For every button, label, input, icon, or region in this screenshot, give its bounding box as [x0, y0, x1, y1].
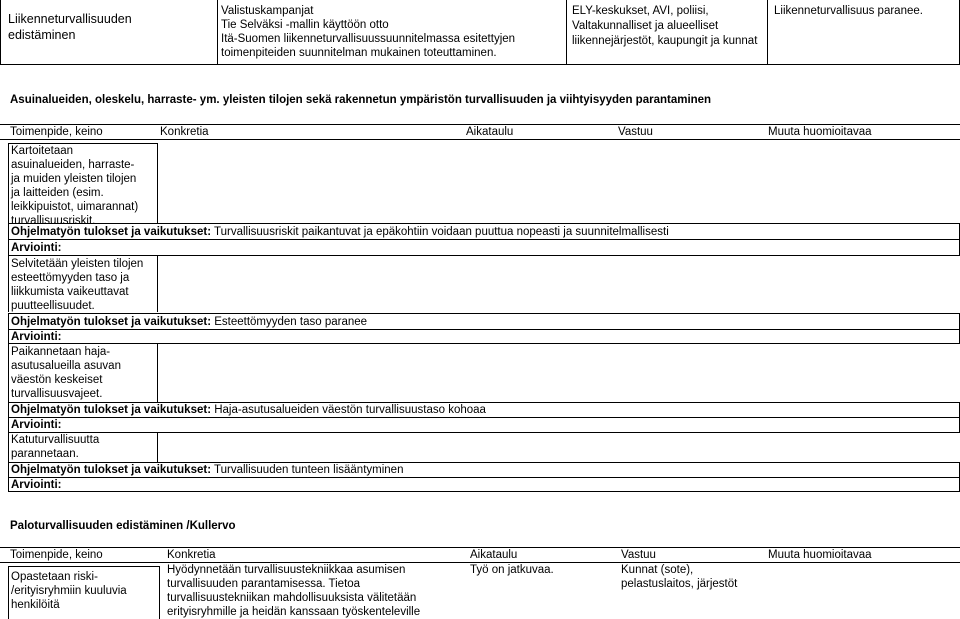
arviointi-label: Arviointi:: [11, 419, 62, 431]
header-vastuu: Vastuu: [621, 549, 656, 561]
top-cell-4-line: Liikenneturvallisuus paranee.: [774, 5, 923, 17]
arviointi-label: Arviointi:: [11, 331, 62, 343]
header-muuta: Muuta huomioitavaa: [768, 549, 872, 561]
header-vastuu: Vastuu: [618, 126, 653, 138]
item1-line: ja laitteiden (esim.: [11, 187, 104, 199]
section2-header-row: [0, 547, 960, 564]
top-cell-2-line: Itä-Suomen liikenneturvallisuussuunnitelmassa esitettyjen: [221, 33, 516, 45]
item1-line: turvallisuusriskit.: [11, 215, 96, 227]
s2-aikataulu: Työ on jatkuvaa.: [470, 564, 554, 576]
top-cell-2-line: Valistuskampanjat: [221, 5, 314, 17]
top-cell-1-line: Liikenneturvallisuuden: [8, 12, 132, 26]
s2-konkretia-line: erityisryhmille ja heidän kanssaan työskenteleville: [167, 606, 421, 618]
outcome-text-3: Haja-asutusalueiden väestön turvallisuustaso kohoaa: [214, 404, 486, 416]
top-cell-2-line: toimenpiteiden suunnitelman mukainen toteuttaminen.: [221, 47, 497, 59]
s2-toimenpide-line: henkilöitä: [11, 599, 60, 611]
s2-vastuu-line: pelastuslaitos, järjestöt: [621, 578, 738, 590]
item1-line: asuinalueiden, harraste-: [11, 159, 135, 171]
header-toimenpide: Toimenpide, keino: [10, 126, 103, 138]
outcome-text-4: Turvallisuuden tunteen lisääntyminen: [214, 464, 404, 476]
section2-title: Paloturvallisuuden edistäminen /Kullervo: [10, 520, 236, 532]
outcome-label: Ohjelmatyön tulokset ja vaikutukset:: [11, 316, 212, 328]
s2-vastuu-line: Kunnat (sote),: [621, 564, 694, 576]
item2-line: esteettömyyden taso ja: [11, 272, 130, 284]
item1-line: ja muiden yleisten tilojen: [11, 173, 137, 185]
section1-header-row: [0, 124, 960, 141]
item3-line: turvallisuusvajeet.: [11, 388, 103, 400]
item3-line: asutusalueilla asuvan: [11, 360, 121, 372]
item1-line: Kartoitetaan: [11, 145, 74, 157]
top-cell-3-line: Valtakunnalliset ja alueelliset: [572, 20, 719, 32]
top-cell-3-line: liikennejärjestöt, kaupungit ja kunnat: [572, 35, 758, 47]
item4-line: parannetaan.: [11, 448, 79, 460]
arviointi-label: Arviointi:: [11, 242, 62, 254]
top-cell-2-line: Tie Selväksi -mallin käyttöön otto: [221, 19, 389, 31]
s2-konkretia-line: turvallisuustekniikan mahdollisuuksista välitetään: [167, 592, 417, 604]
s2-toimenpide-line: Opastetaan riski-: [11, 571, 98, 583]
header-konkretia: Konkretia: [160, 126, 209, 138]
section1-title: Asuinalueiden, oleskelu, harraste- ym. yleisten tilojen sekä rakennetun ympäristön turvallisuuden ja viihtyisyyden parantaminen: [10, 94, 712, 106]
s2-toimenpide-line: /erityisryhmiin kuuluvia: [11, 585, 127, 597]
item1-line: leikkipuistot, uimarannat): [11, 201, 139, 213]
item2-line: Selvitetään yleisten tilojen: [11, 258, 144, 270]
s2-konkretia-line: Hyödynnetään turvallisuustekniikkaa asumisen: [167, 564, 406, 576]
s2-konkretia-line: turvallisuuden parantamisessa. Tietoa: [167, 578, 361, 590]
outcome-text-1: Turvallisuusriskit paikantuvat ja epäkohtiin voidaan puuttua nopeasti ja suunnitelmallisesti: [214, 226, 669, 238]
item3-line: väestön keskeiset: [11, 374, 103, 386]
outcome-label: Ohjelmatyön tulokset ja vaikutukset:: [11, 226, 212, 238]
top-cell-1-line: edistäminen: [8, 28, 76, 42]
header-aikataulu: Aikataulu: [470, 549, 518, 561]
header-muuta: Muuta huomioitavaa: [768, 126, 872, 138]
item2-line: liikkumista vaikeuttavat: [11, 286, 129, 298]
arviointi-label: Arviointi:: [11, 479, 62, 491]
outcome-label: Ohjelmatyön tulokset ja vaikutukset:: [11, 404, 212, 416]
top-cell-3-line: ELY-keskukset, AVI, poliisi,: [572, 5, 709, 17]
outcome-text-2: Esteettömyyden taso paranee: [214, 316, 368, 328]
header-aikataulu: Aikataulu: [466, 126, 514, 138]
item3-line: Paikannetaan haja-: [11, 346, 111, 358]
top-table: [0, 0, 960, 66]
item2-line: puutteellisuudet.: [11, 300, 95, 312]
item4-line: Katuturvallisuutta: [11, 434, 100, 446]
header-toimenpide: Toimenpide, keino: [10, 549, 103, 561]
outcome-label: Ohjelmatyön tulokset ja vaikutukset:: [11, 464, 212, 476]
header-konkretia: Konkretia: [167, 549, 216, 561]
